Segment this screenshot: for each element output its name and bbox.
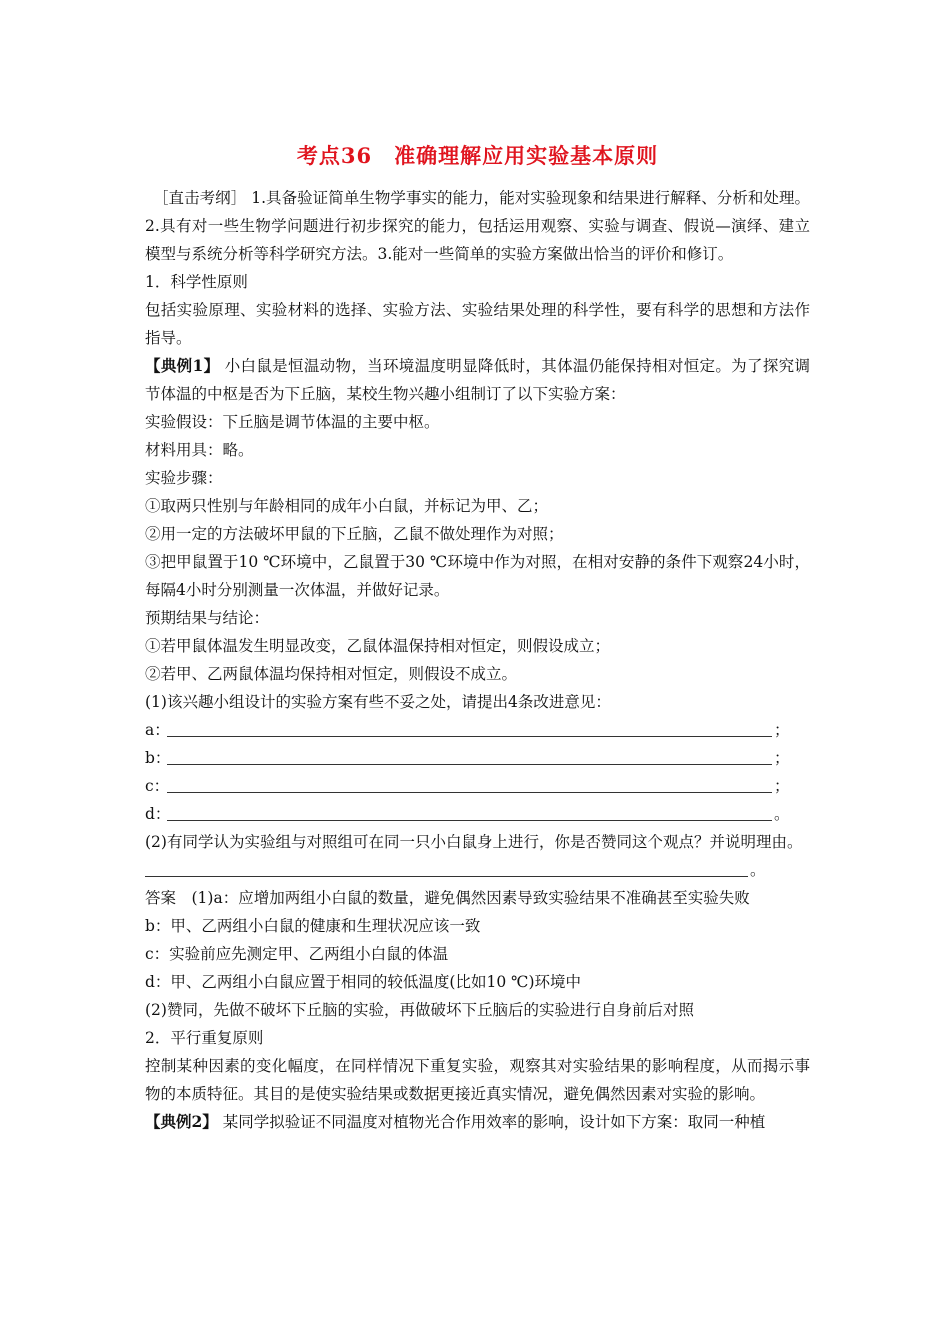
answer-blank-a[interactable] [145, 716, 810, 744]
example1-result: ①若甲鼠体温发生明显改变，乙鼠体温保持相对恒定，则假设成立； [145, 637, 611, 655]
blank-end: 。 [750, 861, 766, 879]
example1-step: ③把甲鼠置于10 ℃环境中，乙鼠置于30 ℃环境中作为对照，在相对安静的条件下观察24小时，每隔4小时分别测量一次体温，并做好记录。 [145, 553, 810, 599]
answer-blank-b[interactable] [145, 744, 810, 772]
answer-blank-q2[interactable] [145, 856, 810, 884]
answer-line: c：实验前应先测定甲、乙两组小白鼠的体温 [145, 945, 449, 963]
example1-step: ①取两只性别与年龄相同的成年小白鼠，并标记为甲、乙； [145, 497, 549, 515]
example1-text: 小白鼠是恒温动物，当环境温度明显降低时，其体温仍能保持相对恒定。为了探究调节体温的中枢是否为下丘脑，某校生物兴趣小组制订了以下实验方案： [145, 357, 810, 403]
example1-hypothesis: 实验假设：下丘脑是调节体温的主要中枢。 [145, 413, 440, 431]
answer-line: d：甲、乙两组小白鼠应置于相同的较低温度(比如10 ℃)环境中 [145, 973, 582, 991]
example1-step: ②用一定的方法破坏甲鼠的下丘脑，乙鼠不做处理作为对照； [145, 525, 564, 543]
blank-end: 。 [774, 805, 790, 823]
blank-line[interactable] [167, 806, 772, 821]
example2-text: 某同学拟验证不同温度对植物光合作用效率的影响，设计如下方案：取同一种植 [217, 1113, 766, 1131]
example2-paragraph [145, 1108, 810, 1136]
example1-results-label: 预期结果与结论： [145, 609, 270, 627]
blank-label: b： [145, 749, 171, 767]
answer-line: 答案 (1)a：应增加两组小白鼠的数量，避免偶然因素导致实验结果不准确甚至实验失败 [145, 889, 750, 907]
document-page [145, 140, 810, 1136]
example1-tag: 【典例1】 [145, 356, 220, 375]
section1-body: 包括实验原理、实验材料的选择、实验方法、实验结果处理的科学性，要有科学的思想和方法作指导。 [145, 301, 810, 347]
example1-paragraph [145, 352, 810, 408]
blank-label: d： [145, 805, 171, 823]
blank-line[interactable] [167, 778, 772, 793]
answer-blank-c[interactable] [145, 772, 810, 800]
answer-blank-d[interactable] [145, 800, 810, 828]
blank-label: c： [145, 777, 170, 795]
example1-steps-label: 实验步骤： [145, 469, 223, 487]
section2-body: 控制某种因素的变化幅度，在同样情况下重复实验，观察其对实验结果的影响程度，从而揭示事物的本质特征。其目的是使实验结果或数据更接近真实情况，避免偶然因素对实验的影响。 [145, 1057, 810, 1103]
page-title: 考点36 准确理解应用实验基本原则 [296, 143, 659, 168]
answer-line: (2)赞同，先做不破坏下丘脑的实验，再做破坏下丘脑后的实验进行自身前后对照 [145, 1001, 694, 1019]
blank-label: a： [145, 721, 170, 739]
example1-materials: 材料用具：略。 [145, 441, 254, 459]
blank-line[interactable] [167, 722, 772, 737]
section1-heading: 1．科学性原则 [145, 273, 248, 291]
question-2: (2)有同学认为实验组与对照组可在同一只小白鼠身上进行，你是否赞同这个观点？并说明理由。 [145, 833, 803, 851]
section2-heading: 2．平行重复原则 [145, 1029, 264, 1047]
blank-line[interactable] [167, 750, 772, 765]
example1-result: ②若甲、乙两鼠体温均保持相对恒定，则假设不成立。 [145, 665, 518, 683]
example2-tag: 【典例2】 [145, 1112, 218, 1131]
blank-end: ； [774, 749, 790, 767]
intro-paragraph: ［直击考纲］ 1.具备验证简单生物学事实的能力，能对实验现象和结果进行解释、分析和处理。2.具有对一些生物学问题进行初步探究的能力，包括运用观察、实验与调查、假说—演绎、建立模型与系统分析等科学研究方法。3.能对一些简单的实验方案做出恰当的评价和修订。 [145, 189, 810, 263]
question-1: (1)该兴趣小组设计的实验方案有些不妥之处，请提出4条改进意见： [145, 693, 611, 711]
blank-end: ； [774, 777, 790, 795]
blank-end: ； [774, 721, 790, 739]
blank-line[interactable] [145, 862, 748, 877]
answer-line: b：甲、乙两组小白鼠的健康和生理状况应该一致 [145, 917, 481, 935]
